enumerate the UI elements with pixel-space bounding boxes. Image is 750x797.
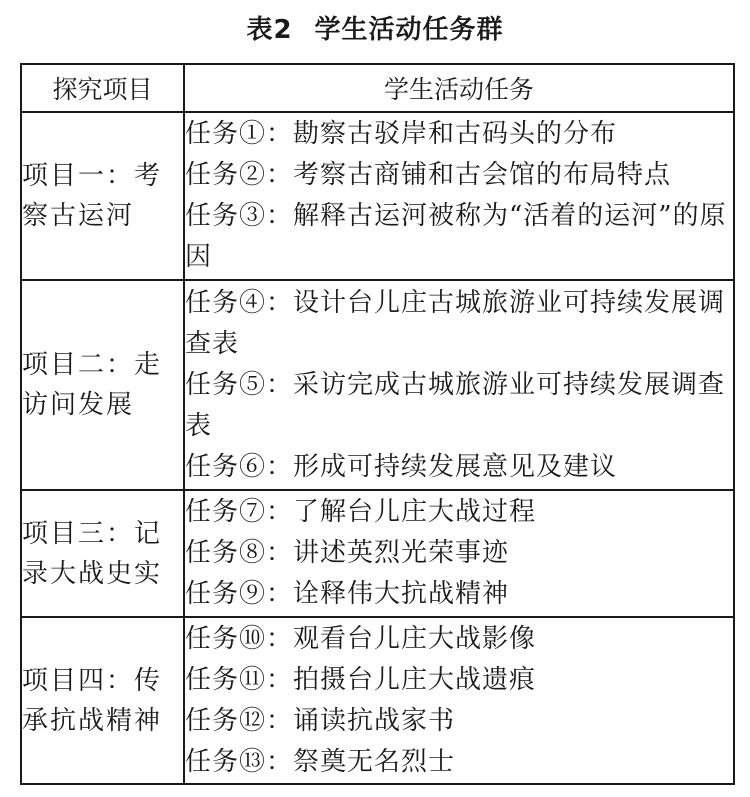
task-item: 任务④：设计台儿庄古城旅游业可持续发展调查表 — [185, 287, 726, 359]
table-title: 学生活动任务群 — [314, 15, 504, 45]
task-item: 任务⑩：观看台儿庄大战影像 — [185, 623, 537, 654]
tasks-cell — [184, 617, 734, 784]
tasks-cell — [184, 112, 734, 280]
table-row — [21, 280, 734, 490]
header-project: 探究项目 — [21, 64, 184, 112]
project-cell: 项目二：走访问发展 — [21, 280, 184, 490]
task-item: 任务⑫：诵读抗战家书 — [185, 705, 456, 736]
header-row — [21, 64, 734, 112]
task-item: 任务⑧：讲述英烈光荣事迹 — [185, 538, 510, 568]
tasks-cell — [184, 490, 734, 617]
task-item: 任务⑪：拍摄台儿庄大战遗痕 — [185, 664, 537, 695]
task-item: 任务③：解释古运河被称为“活着的运河”的原因 — [185, 201, 727, 272]
project-cell: 项目四：传承抗战精神 — [21, 617, 184, 784]
task-item: 任务⑤：采访完成古城旅游业可持续发展调查表 — [185, 369, 726, 441]
table-caption — [0, 12, 750, 48]
header-tasks: 学生活动任务 — [184, 64, 734, 112]
table-row — [21, 490, 734, 617]
table-number: 表2 — [246, 15, 293, 45]
task-item: 任务②：考察古商铺和古会馆的布局特点 — [185, 160, 672, 190]
task-item: 任务①：勘察古驳岸和古码头的分布 — [185, 119, 618, 149]
task-item: 任务⑨：诠释伟大抗战精神 — [185, 579, 510, 609]
table-row — [21, 617, 734, 784]
table-row — [21, 112, 734, 280]
task-item: 任务⑬：祭奠无名烈士 — [185, 746, 456, 777]
tasks-cell — [184, 280, 734, 490]
task-item: 任务⑥：形成可持续发展意见及建议 — [185, 451, 618, 482]
task-table — [20, 63, 735, 785]
project-cell: 项目三：记录大战史实 — [21, 490, 184, 617]
project-cell: 项目一：考察古运河 — [21, 112, 184, 280]
task-item: 任务⑦：了解台儿庄大战过程 — [185, 497, 537, 527]
